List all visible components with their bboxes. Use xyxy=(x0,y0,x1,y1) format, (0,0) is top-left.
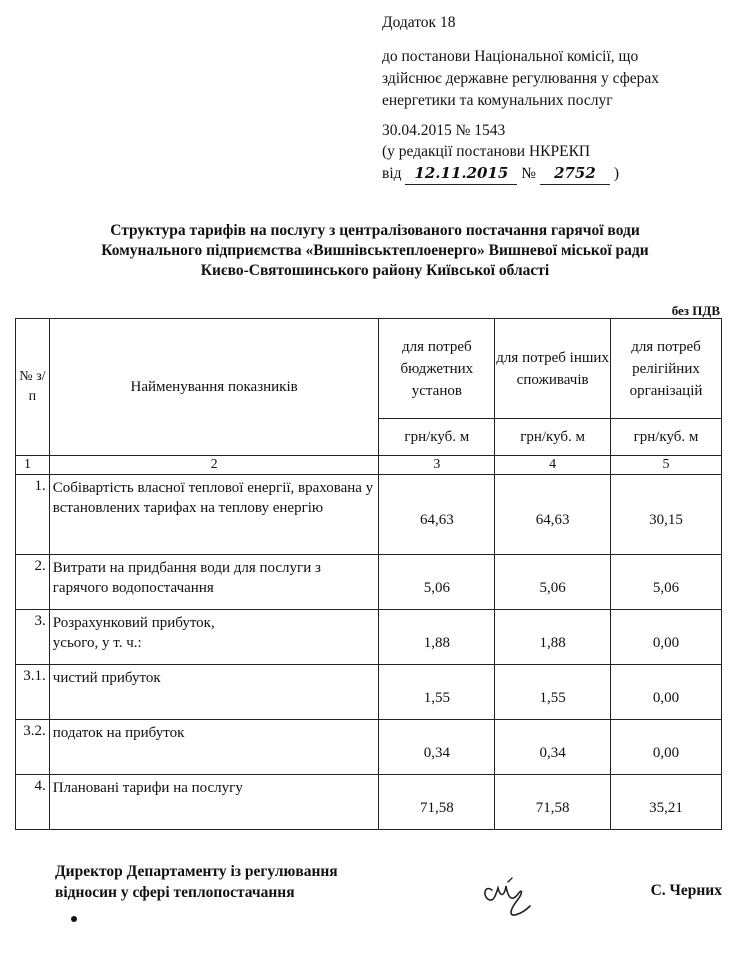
header-num: № з/п xyxy=(16,319,50,456)
row-num: 1. xyxy=(16,475,50,555)
edition-date: 12.11.2015 xyxy=(405,162,517,185)
title-line-2: Комунального підприємства «Вишнівськтеплоенерго» Вишневої міської ради xyxy=(101,242,649,259)
row-name: Плановані тарифи на послугу xyxy=(49,775,379,830)
index-1: 1 xyxy=(16,456,50,475)
handwritten-signature xyxy=(478,868,548,928)
document-title xyxy=(40,221,710,281)
row-num: 3. xyxy=(16,610,50,665)
number-label: № xyxy=(521,165,537,182)
vat-note: без ПДВ xyxy=(671,303,720,318)
row-num: 2. xyxy=(16,555,50,610)
header-col5: для потреб релігійних організацій xyxy=(611,319,722,419)
index-2: 2 xyxy=(49,456,379,475)
edition-prefix: (у редакції постанови НКРЕКП xyxy=(382,143,591,160)
index-4: 4 xyxy=(495,456,611,475)
table-row xyxy=(16,475,722,555)
resolution-ref: 30.04.2015 № 1543 xyxy=(382,122,506,139)
value-other: 5,06 xyxy=(495,555,611,610)
signer-name: С. Черних xyxy=(650,882,722,899)
signer-title xyxy=(55,861,338,903)
tariff-table xyxy=(15,318,722,830)
signer-title-line-2: відносин у сфері теплопостачання xyxy=(55,884,295,901)
value-religious: 5,06 xyxy=(611,555,722,610)
value-religious: 0,00 xyxy=(611,665,722,720)
table-row xyxy=(16,555,722,610)
from-label: від xyxy=(382,165,402,182)
header-name: Найменування показників xyxy=(49,319,379,456)
value-budget: 71,58 xyxy=(379,775,495,830)
close-paren: ) xyxy=(613,165,619,182)
unit-col3: грн/куб. м xyxy=(379,419,495,456)
table-row xyxy=(16,610,722,665)
value-religious: 0,00 xyxy=(611,720,722,775)
annex-label: Додаток 18 xyxy=(382,14,456,31)
value-other: 1,88 xyxy=(495,610,611,665)
edition-line xyxy=(382,162,619,185)
header-line-1: до постанови Національної комісії, що xyxy=(382,48,639,65)
row-num: 3.2. xyxy=(16,720,50,775)
unit-col5: грн/куб. м xyxy=(611,419,722,456)
title-line-1: Структура тарифів на послугу з централізованого постачання гарячої води xyxy=(110,222,640,239)
row-name: Витрати на придбання води для послуги з гарячого водопостачання xyxy=(49,555,379,610)
value-budget: 1,88 xyxy=(379,610,495,665)
row-name: Собівартість власної теплової енергії, врахована у встановлених тарифах на теплову енергію xyxy=(49,475,379,555)
unit-col4: грн/куб. м xyxy=(495,419,611,456)
index-3: 3 xyxy=(379,456,495,475)
value-other: 64,63 xyxy=(495,475,611,555)
ink-dot xyxy=(71,916,77,922)
row-name: чистий прибуток xyxy=(49,665,379,720)
header-line-3: енергетики та комунальних послуг xyxy=(382,92,613,109)
title-line-3: Києво-Святошинського району Київської області xyxy=(200,262,550,279)
header-col4: для потреб інших споживачів xyxy=(495,319,611,419)
value-budget: 64,63 xyxy=(379,475,495,555)
table-row xyxy=(16,775,722,830)
value-religious: 0,00 xyxy=(611,610,722,665)
value-religious: 30,15 xyxy=(611,475,722,555)
row-name: податок на прибуток xyxy=(49,720,379,775)
value-religious: 35,21 xyxy=(611,775,722,830)
value-budget: 1,55 xyxy=(379,665,495,720)
header-line-2: здійснює державне регулювання у сферах xyxy=(382,70,660,87)
header-col3: для потреб бюджетних установ xyxy=(379,319,495,419)
table-row xyxy=(16,665,722,720)
value-other: 71,58 xyxy=(495,775,611,830)
value-budget: 0,34 xyxy=(379,720,495,775)
value-other: 0,34 xyxy=(495,720,611,775)
row-num: 4. xyxy=(16,775,50,830)
value-other: 1,55 xyxy=(495,665,611,720)
index-5: 5 xyxy=(611,456,722,475)
signer-title-line-1: Директор Департаменту із регулювання xyxy=(55,863,338,880)
row-num: 3.1. xyxy=(16,665,50,720)
edition-number: 2752 xyxy=(540,162,610,185)
row-name: Розрахунковий прибуток, усього, у т. ч.: xyxy=(49,610,379,665)
value-budget: 5,06 xyxy=(379,555,495,610)
table-row xyxy=(16,720,722,775)
